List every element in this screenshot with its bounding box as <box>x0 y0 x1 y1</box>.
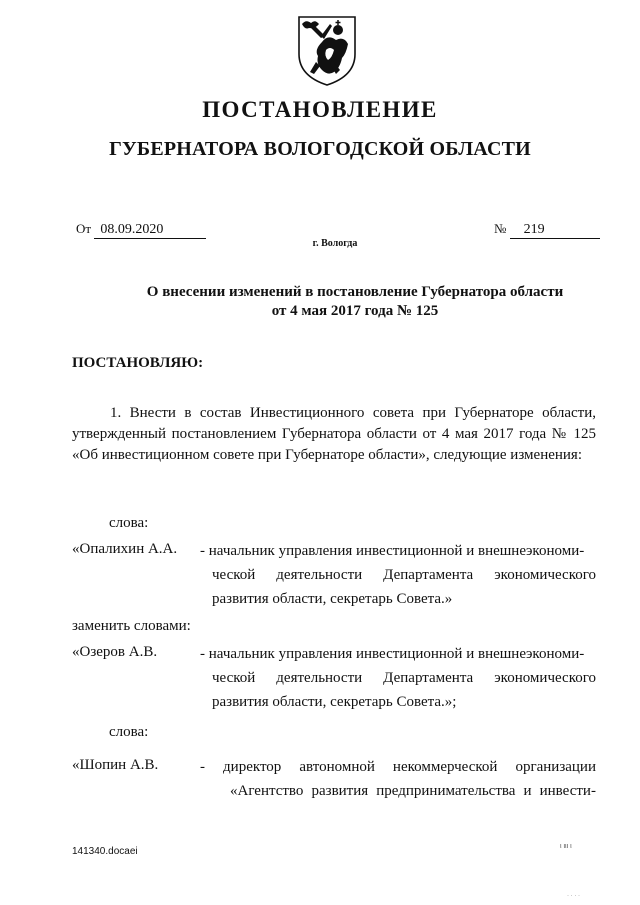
document-subtitle: ГУБЕРНАТОРА ВОЛОГОДСКОЙ ОБЛАСТИ <box>109 138 531 160</box>
entry-3-w2: автономной <box>299 759 375 775</box>
footer-mark-2: · · · · <box>567 893 580 899</box>
entry-2-description <box>200 642 596 714</box>
entry-3-w4: организации <box>515 759 596 775</box>
document-title: ПОСТАНОВЛЕНИЕ <box>202 97 438 122</box>
entry-2-dash: - <box>200 646 205 662</box>
entry-1-dash: - <box>200 543 205 559</box>
entry-1-name: «Опалихин А.А. <box>72 541 178 557</box>
entry-3-l2c: предпринимательства <box>376 783 516 799</box>
footer-mark: ι ιιι ι <box>560 843 572 850</box>
subject-line-2: от 4 мая 2017 года № 125 <box>271 303 439 319</box>
entry-1-description <box>200 539 596 611</box>
coat-of-arms-icon <box>296 14 358 88</box>
entry-3-l2d: и <box>523 783 532 799</box>
entry-3-l2a: «Агентство <box>230 783 304 799</box>
entry-2-desc-first: начальник управления инвестиционной и внешнеэкономи- <box>208 646 585 662</box>
entry-3-dash: - <box>200 759 205 775</box>
entry-1-desc-first: начальник управления инвестиционной и внешнеэкономи- <box>208 543 585 559</box>
number-value: 219 <box>510 222 600 239</box>
entry-3-w1: директор <box>223 759 282 775</box>
entry-3-l2e: инвести- <box>539 783 596 799</box>
entry-1-desc-rest: ческой деятельности Департамента экономического развития области, секретарь Совета.» <box>212 567 596 607</box>
number-field <box>494 221 600 239</box>
subject-heading <box>100 283 610 321</box>
date-field <box>76 221 206 239</box>
decree-word: ПОСТАНОВЛЯЮ: <box>72 355 204 371</box>
entry-3-w3: некоммерческой <box>392 759 498 775</box>
entry-3-name: «Шопин А.В. <box>72 757 159 773</box>
date-prefix: От <box>76 221 92 236</box>
entry-3-l2b: развития <box>311 783 369 799</box>
entry-2-name: «Озеров А.В. <box>72 644 158 660</box>
entry-2-desc-rest: ческой деятельности Департамента экономического развития области, секретарь Совета.»; <box>212 670 596 710</box>
word-slova-1: слова: <box>109 515 149 531</box>
date-value: 08.09.2020 <box>94 222 206 239</box>
number-prefix: № <box>494 221 507 236</box>
word-slova-2: слова: <box>109 724 149 740</box>
paragraph-1: 1. Внести в состав Инвестиционного совета при Губернаторе области, утвержденный постановлением Губернатора области от 4 мая 2017 года № 125 «Об инвестиционном совете при Губернаторе области», следующие изменения: <box>72 405 596 463</box>
city-label: г. Вологда <box>312 238 358 249</box>
entry-3-line-2 <box>200 779 596 803</box>
replace-word: заменить словами: <box>72 618 191 634</box>
footer-filename: 141340.docaei <box>72 846 138 857</box>
subject-line-1: О внесении изменений в постановление Губернатора области <box>146 284 564 300</box>
entry-3-line-1 <box>200 755 596 779</box>
entry-3-description <box>200 755 596 803</box>
